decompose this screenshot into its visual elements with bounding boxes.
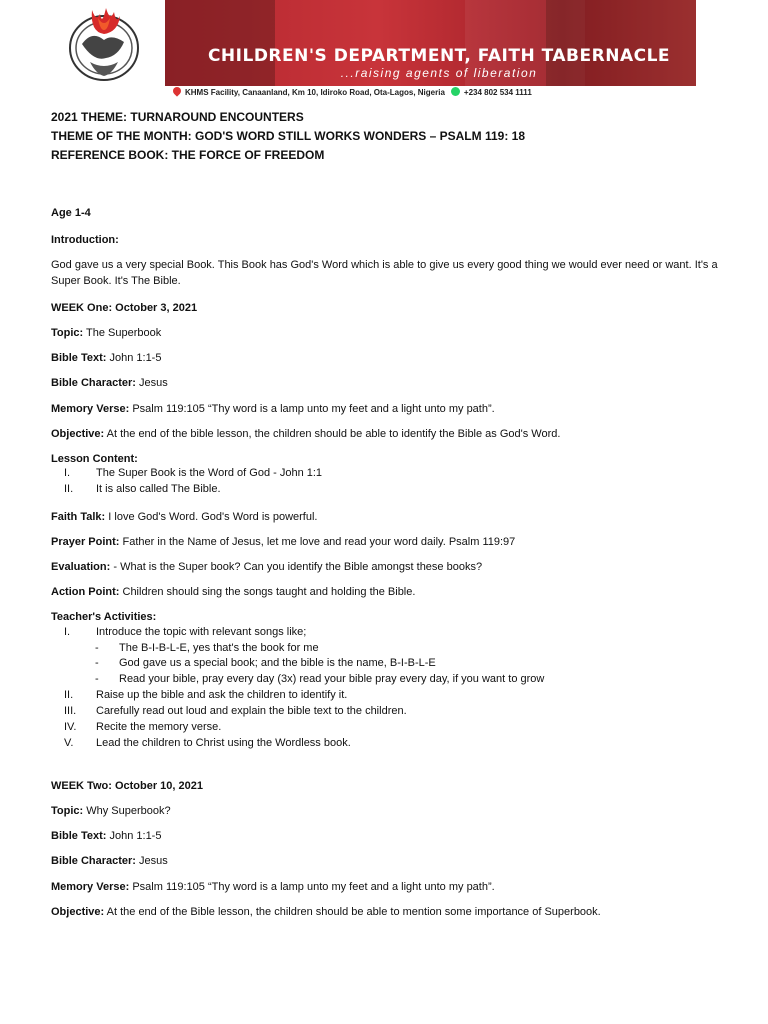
church-logo [52, 0, 164, 86]
location-pin-icon [171, 85, 182, 96]
reference-book: REFERENCE BOOK: THE FORCE OF FREEDOM [51, 148, 325, 162]
week1-evaluation: Evaluation: - What is the Super book? Can you identify the Bible amongst these books? [51, 561, 483, 573]
list-item: V. Lead the children to Christ using the Wordless book. [64, 737, 351, 749]
banner-title: CHILDREN'S DEPARTMENT, FAITH TABERNACLE [207, 46, 671, 66]
week1-title: WEEK One: October 3, 2021 [51, 302, 198, 314]
week2-bible-character: Bible Character: Jesus [51, 855, 168, 867]
week1-faith-talk: Faith Talk: I love God's Word. God's Word is powerful. [51, 511, 318, 523]
theme-month: THEME OF THE MONTH: GOD'S WORD STILL WORKS WONDERS – PSALM 119: 18 [51, 129, 525, 143]
address-strip [165, 86, 696, 100]
intro-text: God gave us a very special Book. This Book has God's Word which is able to give us every good thing we would ever need or want. It's a Super Book. It's The Bible. [51, 259, 718, 287]
address-text: KHMS Facility, Canaanland, Km 10, Idiroko Road, Ota-Lagos, Nigeria [185, 88, 445, 97]
week2-bible-text: Bible Text: John 1:1-5 [51, 830, 162, 842]
list-item: IV. Recite the memory verse. [64, 721, 222, 733]
week2-memory-verse: Memory Verse: Psalm 119:105 “Thy word is a lamp unto my feet and a light unto my path”. [51, 881, 495, 893]
document-headers [51, 108, 721, 165]
week1-objective: Objective: At the end of the bible lesson, the children should be able to identify the Bible as God's Word. [51, 428, 561, 440]
theme-year: 2021 THEME: TURNAROUND ENCOUNTERS [51, 110, 304, 124]
week1-bible-text: Bible Text: John 1:1-5 [51, 352, 162, 364]
song-item: - Read your bible, pray every day (3x) read your bible pray every day, if you want to grow [95, 673, 545, 685]
list-item: II. Raise up the bible and ask the children to identify it. [64, 689, 348, 701]
week1-topic: Topic: The Superbook [51, 327, 162, 339]
phone-text: +234 802 534 1111 [463, 88, 532, 97]
dove-globe-logo-icon [52, 0, 164, 86]
banner-tagline: ...raising agents of liberation [340, 66, 538, 80]
list-item: I. Introduce the topic with relevant songs like; [64, 626, 307, 638]
song-item: - The B-I-B-L-E, yes that's the book for me [95, 642, 319, 654]
whatsapp-icon [451, 87, 460, 96]
week1-bible-character: Bible Character: Jesus [51, 377, 168, 389]
week1-teacher-activities-label: Teacher's Activities: [51, 611, 157, 623]
week2-title: WEEK Two: October 10, 2021 [51, 780, 204, 792]
age-group: Age 1-4 [51, 207, 91, 219]
week1-action-point: Action Point: Children should sing the songs taught and holding the Bible. [51, 586, 416, 598]
list-item: III. Carefully read out loud and explain the bible text to the children. [64, 705, 407, 717]
week2-topic: Topic: Why Superbook? [51, 805, 171, 817]
intro-label: Introduction: [51, 234, 119, 246]
list-item: I. The Super Book is the Word of God - John 1:1 [64, 467, 323, 479]
week1-lesson-content-label: Lesson Content: [51, 453, 138, 465]
week1-memory-verse: Memory Verse: Psalm 119:105 “Thy word is a lamp unto my feet and a light unto my path”. [51, 403, 495, 415]
song-item: - God gave us a special book; and the bible is the name, B-I-B-L-E [95, 657, 436, 669]
banner-red-band [165, 0, 696, 86]
week1-prayer-point: Prayer Point: Father in the Name of Jesus, let me love and read your word daily. Psalm 119:97 [51, 536, 516, 548]
header-banner [52, 0, 696, 100]
list-item: II. It is also called The Bible. [64, 483, 221, 495]
week2-objective: Objective: At the end of the Bible lesson, the children should be able to mention some importance of Superbook. [51, 906, 601, 918]
